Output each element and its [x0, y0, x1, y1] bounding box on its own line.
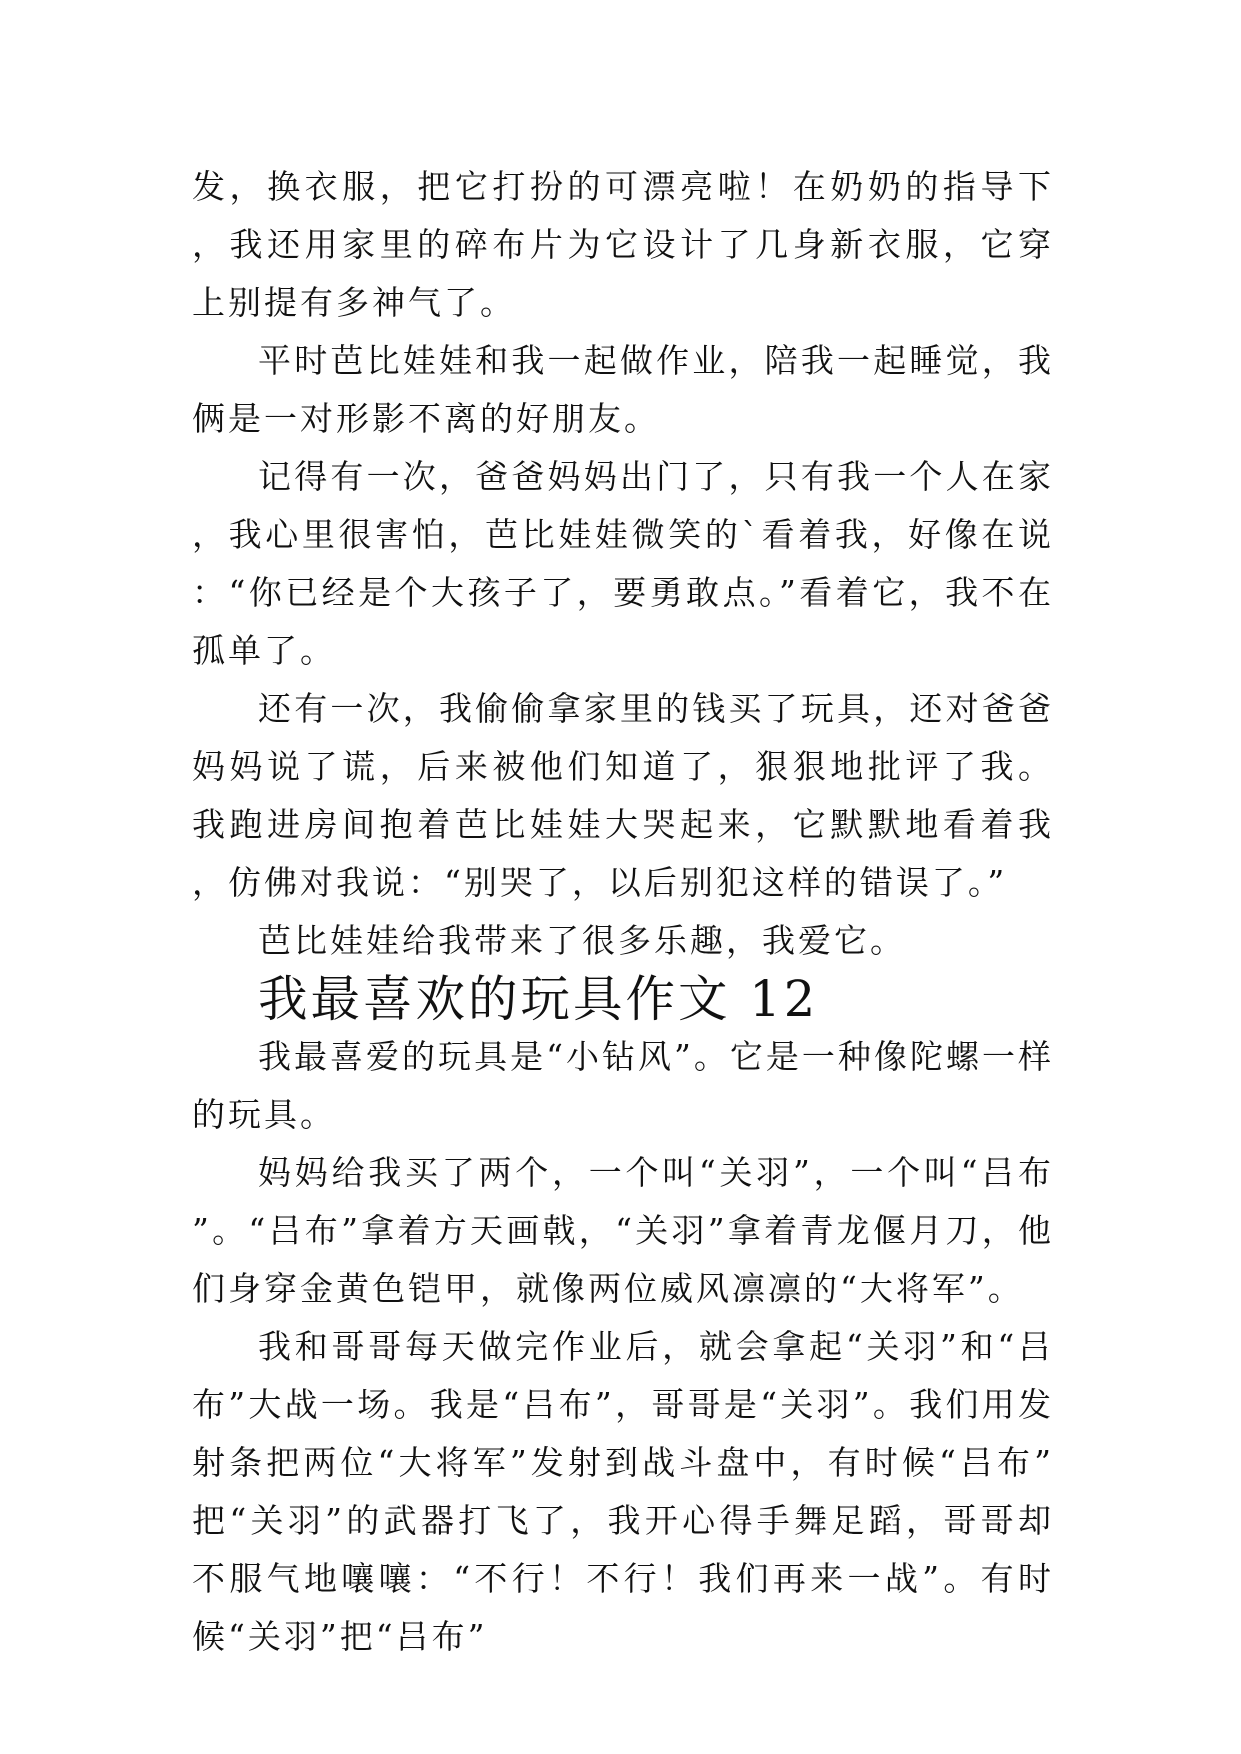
paragraph: 妈妈给我买了两个，一个叫“关羽”，一个叫“吕布”。“吕布”拿着方天画戟，“关羽”拿着青龙偃月刀，他们身穿金黄色铠甲，就像两位威风凛凛的“大将军”。 — [192, 1153, 1054, 1308]
paragraph: 平时芭比娃娃和我一起做作业，陪我一起睡觉，我俩是一对形影不离的好朋友。 — [192, 341, 1054, 438]
paragraph: 发，换衣服，把它打扮的可漂亮啦！在奶奶的指导下，我还用家里的碎布片为它设计了几身新衣服，它穿上别提有多神气了。 — [192, 167, 1054, 322]
paragraph: 还有一次，我偷偷拿家里的钱买了玩具，还对爸爸妈妈说了谎，后来被他们知道了，狠狠地批评了我。我跑进房间抱着芭比娃娃大哭起来，它默默地看着我，仿佛对我说：“别哭了，以后别犯这样的错误了。” — [192, 689, 1054, 902]
paragraph: 我最喜爱的玩具是“小钻风”。它是一种像陀螺一样的玩具。 — [192, 1037, 1054, 1134]
paragraph: 我和哥哥每天做完作业后，就会拿起“关羽”和“吕布”大战一场。我是“吕布”，哥哥是“关羽”。我们用发射条把两位“大将军”发射到战斗盘中，有时候“吕布”把“关羽”的武器打飞了，我开心得手舞足蹈，哥哥却不服气地嚷嚷：“不行！不行！我们再来一战”。有时候“关羽”把“吕布” — [192, 1327, 1054, 1656]
paragraph: 记得有一次，爸爸妈妈出门了，只有我一个人在家，我心里很害怕，芭比娃娃微笑的`看着我，好像在说：“你已经是个大孩子了，要勇敢点。”看着它，我不在孤单了。 — [192, 457, 1054, 670]
document-page — [192, 158, 1054, 1666]
paragraph: 芭比娃娃给我带来了很多乐趣，我爱它。 — [258, 921, 906, 960]
section-heading: 我最喜欢的玩具作文 12 — [258, 970, 819, 1028]
